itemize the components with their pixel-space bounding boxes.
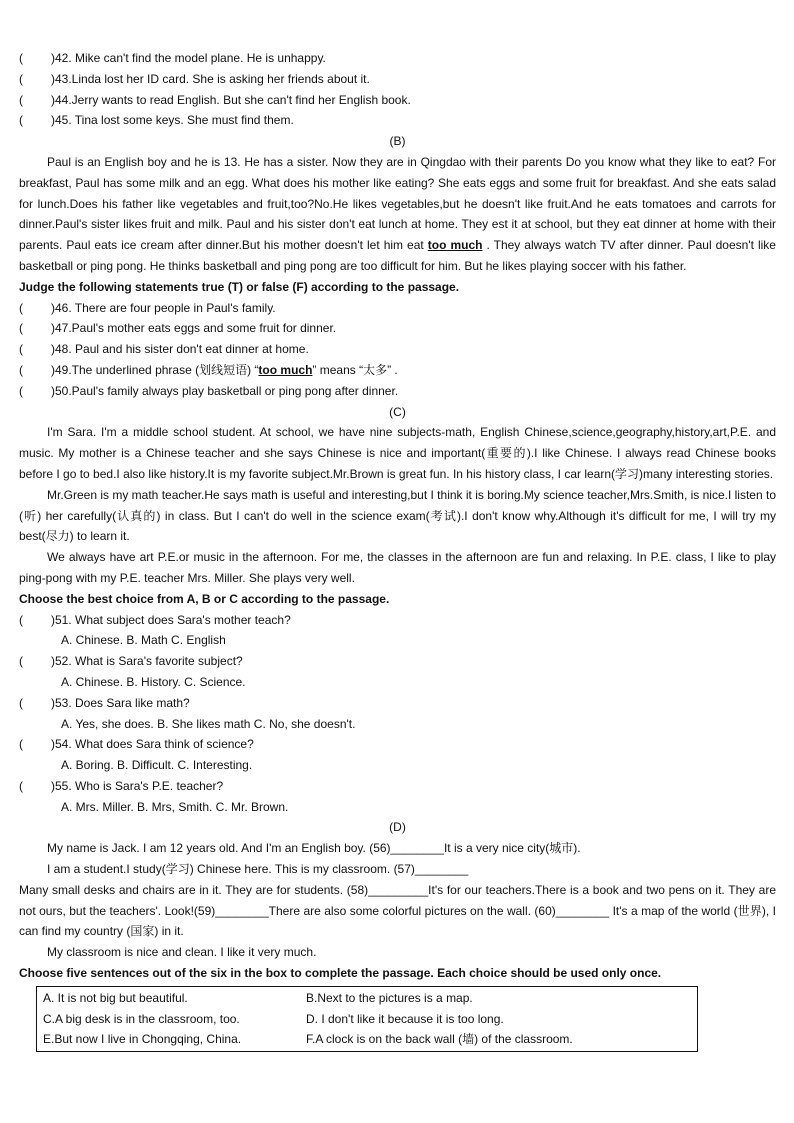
section-b-instruction: Judge the following statements true (T) or false (F) according to the passage. [19,279,460,294]
passage-text: . They always watch TV after dinner. Paul doesn't like basketball or ping pong. He thinks basketball and ping pong are too difficult for him. But he likes playing soccer with his father. [19,238,776,273]
answer-paren[interactable]: ( [19,654,23,669]
section-d-line: My name is Jack. I am 12 years old. And I'm an English boy. (56)________It is a very nice city(城市). [47,841,581,856]
question-48 [19,339,776,360]
choice-item: C.A big desk is in the classroom, too. [43,1011,240,1026]
question-text: )48. Paul and his sister don't eat dinner at home. [51,342,309,357]
question-50 [19,381,776,402]
question-text [51,360,398,381]
answer-paren[interactable]: ( [19,737,23,752]
question-text: )55. Who is Sara's P.E. teacher? [51,778,224,793]
answer-paren[interactable]: ( [19,300,23,315]
question-47 [19,318,776,339]
answer-options: A. Chinese. B. History. C. Science. [61,674,246,689]
passage-text: Paul is an English boy and he is 13. He has a sister. Now they are in Qingdao with their parents Do you know what they like to eat? For breakfast, Paul has some milk and an egg. What does his mother like eating? She eats eggs and some fruit for breakfast. And she eats salad for lunch.Does his father like vegetables and fruit,too?No.He likes vegetables,but he doesn't like fruit.And he eats tomatoes and carrots for dinner.Paul's sister likes fruit and milk. Paul and his sister don't eat lunch at home. They est it at school, but they eat dinner at home with their parents. Paul eats ice cream after dinner.But his mother doesn't let him eat [19,154,776,253]
question-text: )43.Linda lost her ID card. She is asking her friends about it. [51,71,370,86]
section-d-line: My classroom is nice and clean. I like it very much. [47,945,317,960]
question-text: )47.Paul's mother eats eggs and some fruit for dinner. [51,321,337,336]
section-d-instruction: Choose five sentences out of the six in the box to complete the passage. Each choice should be used only once. [19,966,662,981]
question-text: )50.Paul's family always play basketball or ping pong after dinner. [51,383,399,398]
question-text: )46. There are four people in Paul's family. [51,300,276,315]
answer-paren[interactable]: ( [19,113,23,128]
answer-paren[interactable]: ( [19,321,23,336]
answer-options: A. Yes, she does. B. She likes math C. No, she doesn't. [61,716,356,731]
question-text: )42. Mike can't find the model plane. He is unhappy. [51,51,326,65]
question-text: )51. What subject does Sara's mother teach? [51,612,291,627]
choice-item: F.A clock is on the back wall (墙) of the classroom. [306,1032,573,1047]
answer-paren[interactable]: ( [19,362,23,377]
question-text: )44.Jerry wants to read English. But she can't find her English book. [51,92,411,107]
question-52 [19,651,776,672]
answer-paren[interactable]: ( [19,383,23,398]
question-text: )45. Tina lost some keys. She must find them. [51,113,294,128]
section-b-passage [19,152,776,277]
question-54 [19,734,776,755]
question-text: )52. What is Sara's favorite subject? [51,654,243,669]
underlined-phrase: too much [258,362,313,377]
section-c-instruction: Choose the best choice from A, B or C according to the passage. [19,591,390,606]
section-c-heading: (C) [389,404,406,419]
question-43 [19,69,776,90]
answer-options: A. Boring. B. Difficult. C. Interesting. [61,758,253,773]
choice-item: A. It is not big but beautiful. [43,990,188,1005]
section-d-line: I am a student.I study(学习) Chinese here. This is my classroom. (57)________ [47,862,469,877]
answer-paren[interactable]: ( [19,342,23,357]
answer-paren[interactable]: ( [19,778,23,793]
answer-paren[interactable]: ( [19,612,23,627]
answer-paren[interactable]: ( [19,92,23,107]
answer-paren[interactable]: ( [19,695,23,710]
question-text: )53. Does Sara like math? [51,695,190,710]
question-42 [19,48,776,69]
answer-paren[interactable]: ( [19,71,23,86]
section-b-heading: (B) [389,134,406,149]
section-c-paragraph: We always have art P.E.or music in the afternoon. For me, the classes in the afternoon are fun and relaxing. In P.E. class, I like to play ping-pong with my P.E. teacher Mrs. Miller. She plays very well. [19,550,776,585]
worksheet-page [19,48,776,1052]
question-text: )54. What does Sara think of science? [51,737,254,752]
question-text-part: ” means “太多” . [312,362,398,377]
answer-paren[interactable]: ( [19,51,23,65]
choice-item: D. I don't like it because it is too long. [306,1011,504,1026]
answer-options: A. Mrs. Miller. B. Mrs, Smith. C. Mr. Brown. [61,799,289,814]
question-55 [19,776,776,797]
section-c-paragraph: I'm Sara. I'm a middle school student. At school, we have nine subjects-math, English Chinese,science,geography,history,art,P.E. and music. My mother is a Chinese teacher and she says Chinese is nice and important(重要的).I like Chinese. I always read Chinese books before I go to bed.I also like history.It is my favorite subject.Mr.Brown is great fun. In his history class, I car learn(学习)many interesting stories. [19,425,776,481]
question-46 [19,298,776,319]
question-44 [19,90,776,111]
question-text-part: )49.The underlined phrase (划线短语) “ [51,362,259,377]
section-c-paragraph: Mr.Green is my math teacher.He says math is useful and interesting,but I think it is boring.My science teacher,Mrs.Smith, is nice.I listen to (听) her carefully(认真的) in class. But I can't do well in the science exam(考试).I don't know why.Although it's difficult for me, I will try my best(尽力) to learn it. [19,487,776,544]
sentence-choice-box [36,986,698,1052]
choice-item: E.But now I live in Chongqing, China. [43,1032,242,1047]
underlined-phrase: too much [427,238,483,253]
question-49 [19,360,776,381]
answer-options: A. Chinese. B. Math C. English [61,633,226,648]
question-51 [19,610,776,631]
section-d-heading: (D) [389,820,406,835]
choice-item: B.Next to the pictures is a map. [306,990,473,1005]
question-45 [19,110,776,131]
section-d-paragraph: Many small desks and chairs are in it. They are for students. (58)_________It's for our teachers.There is a book and two pens on it. They are not ours, but the teachers'. Look!(59)________There are also some colorful pictures on the wall. (60)________ It's a map of the world (世界), I can find my country (国家) in it. [19,882,776,939]
question-53 [19,693,776,714]
